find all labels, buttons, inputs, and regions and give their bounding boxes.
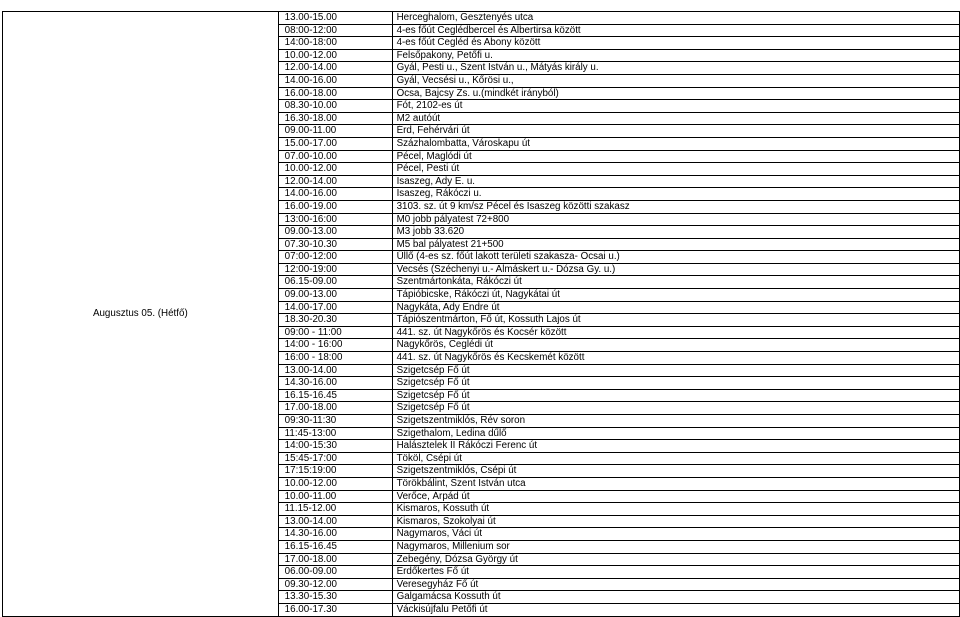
time-cell: 14.00-16.00 (278, 188, 392, 201)
location-cell: 441. sz. út Nagykőrös és Kecskemét között (392, 352, 959, 365)
time-cell: 13.00-14.00 (278, 364, 392, 377)
time-cell: 14:00 - 16:00 (278, 339, 392, 352)
time-cell: 11:45-13:00 (278, 427, 392, 440)
schedule-sheet (2, 11, 960, 617)
location-cell: Szigethalom, Ledina dűlő (392, 427, 959, 440)
time-cell: 10.00-12.00 (278, 477, 392, 490)
location-cell: Ócsa, Bajcsy Zs. u.(mindkét irányból) (392, 87, 959, 100)
date-cell: Augusztus 05. (Hétfő) (3, 12, 279, 617)
time-cell: 13.00-14.00 (278, 515, 392, 528)
location-cell: M2 autóút (392, 112, 959, 125)
time-cell: 15:45-17:00 (278, 452, 392, 465)
time-cell: 13.30-15.30 (278, 591, 392, 604)
time-cell: 07:00-12:00 (278, 251, 392, 264)
location-cell: Erdőkertes Fő út (392, 566, 959, 579)
location-cell: Isaszeg, Ady E. u. (392, 175, 959, 188)
location-cell: Zebegény, Dózsa György út (392, 553, 959, 566)
time-cell: 14.30-16.00 (278, 377, 392, 390)
time-cell: 14:00-18:00 (278, 37, 392, 50)
location-cell: Kismaros, Szokolyai út (392, 515, 959, 528)
location-cell: Galgamácsa Kossuth út (392, 591, 959, 604)
time-cell: 07.00-10.00 (278, 150, 392, 163)
time-cell: 16.00-19.00 (278, 200, 392, 213)
table-row (3, 12, 960, 25)
time-cell: 11.15-12.00 (278, 503, 392, 516)
location-cell: Szigetszentmiklós, Csépi út (392, 465, 959, 478)
location-cell: Gyál, Pesti u., Szent István u., Mátyás király u. (392, 62, 959, 75)
location-cell: Szigetszentmiklós, Rév soron (392, 415, 959, 428)
location-cell: Nagykáta, Ady Endre út (392, 301, 959, 314)
location-cell: Felsőpakony, Petőfi u. (392, 49, 959, 62)
time-cell: 17.00-18.00 (278, 402, 392, 415)
time-cell: 09:30-11:30 (278, 415, 392, 428)
time-cell: 14.30-16.00 (278, 528, 392, 541)
time-cell: 18.30-20.30 (278, 314, 392, 327)
location-cell: 4-es főút Ceglédbercel és Albertirsa között (392, 24, 959, 37)
location-cell: Tápiószentmárton, Fő út, Kossuth Lajos út (392, 314, 959, 327)
time-cell: 14.00-17.00 (278, 301, 392, 314)
time-cell: 09.00-13.00 (278, 289, 392, 302)
location-cell: Százhalombatta, Városkapu út (392, 137, 959, 150)
schedule-table (2, 11, 960, 617)
location-cell: 3103. sz. út 9 km/sz Pécel és Isaszeg közötti szakasz (392, 200, 959, 213)
time-cell: 12:00-19:00 (278, 263, 392, 276)
time-cell: 13:00-16:00 (278, 213, 392, 226)
location-cell: Érd, Fehérvári út (392, 125, 959, 138)
time-cell: 06.00-09.00 (278, 566, 392, 579)
location-cell: Veresegyház Fő út (392, 578, 959, 591)
location-cell: 441. sz. út Nagykőrös és Kocsér között (392, 326, 959, 339)
location-cell: M0 jobb pályatest 72+800 (392, 213, 959, 226)
location-cell: Szentmártonkáta, Rákóczi út (392, 276, 959, 289)
time-cell: 12.00-14.00 (278, 62, 392, 75)
time-cell: 14:00-15:30 (278, 440, 392, 453)
location-cell: Váckisújfalu Petőfi út (392, 603, 959, 616)
time-cell: 16:00 - 18:00 (278, 352, 392, 365)
location-cell: Tápióbicske, Rákóczi út, Nagykátai út (392, 289, 959, 302)
location-cell: Nagymaros, Millenium sor (392, 540, 959, 553)
location-cell: 4-es főút Cegléd és Abony között (392, 37, 959, 50)
time-cell: 12.00-14.00 (278, 175, 392, 188)
location-cell: Nagykőrös, Ceglédi út (392, 339, 959, 352)
location-cell: Nagymaros, Váci út (392, 528, 959, 541)
time-cell: 08:00-12:00 (278, 24, 392, 37)
time-cell: 13.00-15.00 (278, 12, 392, 25)
time-cell: 15.00-17.00 (278, 137, 392, 150)
time-cell: 16.30-18.00 (278, 112, 392, 125)
time-cell: 06.15-09.00 (278, 276, 392, 289)
location-cell: Szigetcsép Fő út (392, 364, 959, 377)
location-cell: Halásztelek II Rákóczi Ferenc út (392, 440, 959, 453)
location-cell: Gyál, Vecsési u., Kőrösi u., (392, 74, 959, 87)
time-cell: 09.30-12.00 (278, 578, 392, 591)
time-cell: 16.15-16.45 (278, 540, 392, 553)
location-cell: Szigetcsép Fő út (392, 402, 959, 415)
time-cell: 16.15-16.45 (278, 389, 392, 402)
location-cell: Pécel, Pesti út (392, 163, 959, 176)
location-cell: Isaszeg, Rákóczi u. (392, 188, 959, 201)
time-cell: 17:15:19:00 (278, 465, 392, 478)
location-cell: Törökbálint, Szent István utca (392, 477, 959, 490)
location-cell: M3 jobb 33.620 (392, 226, 959, 239)
location-cell: Szigetcsép Fő út (392, 377, 959, 390)
time-cell: 09.00-11.00 (278, 125, 392, 138)
location-cell: Szigetcsép Fő út (392, 389, 959, 402)
time-cell: 16.00-18.00 (278, 87, 392, 100)
location-cell: Herceghalom, Gesztenyés utca (392, 12, 959, 25)
time-cell: 08.30-10.00 (278, 100, 392, 113)
schedule-body (3, 12, 960, 617)
location-cell: Üllő (4-es sz. főút lakott területi szakasza- Ócsai u.) (392, 251, 959, 264)
location-cell: Tököl, Csépi út (392, 452, 959, 465)
time-cell: 07.30-10.30 (278, 238, 392, 251)
location-cell: Pécel, Maglódi út (392, 150, 959, 163)
location-cell: Vecsés (Széchenyi u.- Almáskert u.- Dózsa Gy. u.) (392, 263, 959, 276)
time-cell: 10.00-11.00 (278, 490, 392, 503)
time-cell: 09.00-13.00 (278, 226, 392, 239)
time-cell: 14.00-16.00 (278, 74, 392, 87)
location-cell: Verőce, Árpád út (392, 490, 959, 503)
time-cell: 16.00-17.30 (278, 603, 392, 616)
time-cell: 10.00-12.00 (278, 163, 392, 176)
time-cell: 17.00-18.00 (278, 553, 392, 566)
location-cell: Kismaros, Kossuth út (392, 503, 959, 516)
time-cell: 10.00-12.00 (278, 49, 392, 62)
time-cell: 09:00 - 11:00 (278, 326, 392, 339)
location-cell: Fót, 2102-es út (392, 100, 959, 113)
location-cell: M5 bal pályatest 21+500 (392, 238, 959, 251)
